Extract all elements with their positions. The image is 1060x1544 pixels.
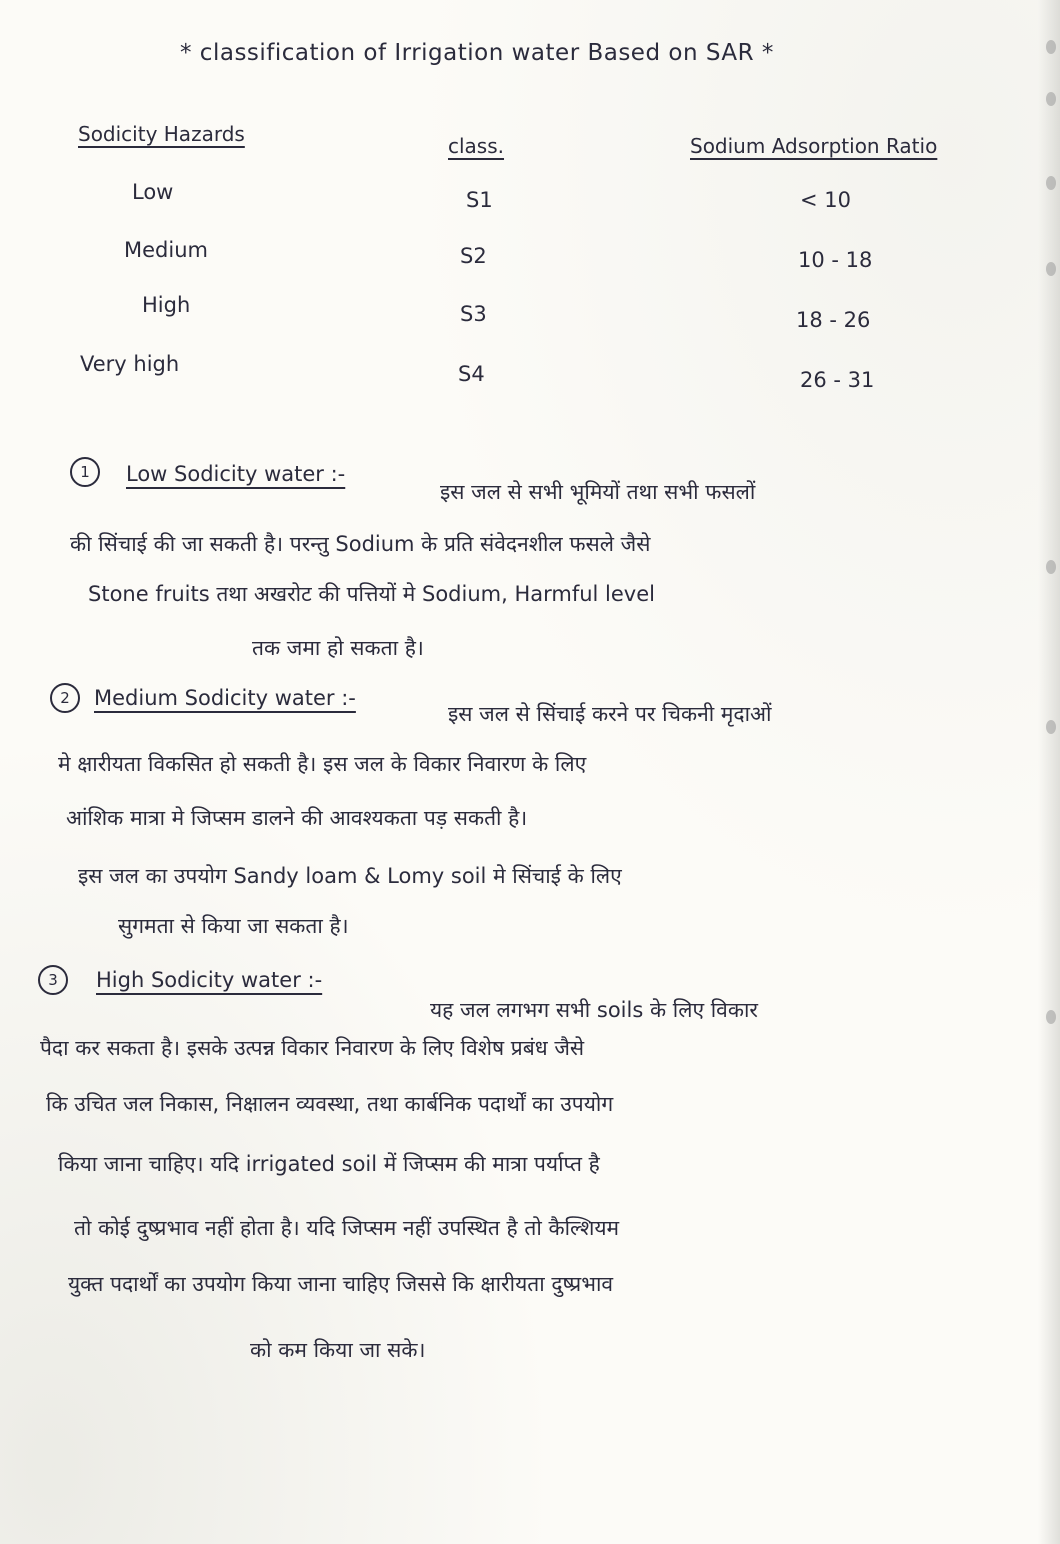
page-edge <box>1038 0 1060 1544</box>
section-heading: High Sodicity water :- <box>96 968 323 992</box>
spiral-hole <box>1046 92 1056 106</box>
spiral-hole <box>1046 1010 1056 1024</box>
row-hazard: Low <box>132 180 174 204</box>
row-class: S4 <box>458 362 485 386</box>
row-class: S2 <box>460 244 487 268</box>
spiral-hole <box>1046 720 1056 734</box>
section-heading: Medium Sodicity water :- <box>94 686 356 710</box>
section-line: युक्त पदार्थों का उपयोग किया जाना चाहिए जिससे कि क्षारीयता दुष्प्रभाव <box>68 1272 614 1296</box>
section-line: की सिंचाई की जा सकती है। परन्तु Sodium के प्रति संवेदनशील फसले जैसे <box>70 532 651 556</box>
section-number: 1 <box>70 457 100 487</box>
section-number: 3 <box>38 965 68 995</box>
section-line: इस जल से सिंचाई करने पर चिकनी मृदाओं <box>448 702 772 726</box>
section-line: Stone fruits तथा अखरोट की पत्तियों मे Sodium, Harmful level <box>88 582 655 606</box>
section-heading: Low Sodicity water :- <box>126 462 346 486</box>
header-sar: Sodium Adsorption Ratio <box>690 134 938 158</box>
row-class: S1 <box>466 188 493 212</box>
section-line: किया जाना चाहिए। यदि irrigated soil में जिप्सम की मात्रा पर्याप्त है <box>58 1152 600 1176</box>
row-sar: 18 - 26 <box>796 308 871 332</box>
row-sar: < 10 <box>800 188 851 212</box>
row-hazard: Medium <box>124 238 208 262</box>
spiral-hole <box>1046 176 1056 190</box>
header-class: class. <box>448 134 505 158</box>
section-line: इस जल से सभी भूमियों तथा सभी फसलों <box>440 480 756 504</box>
header-sodicity-hazards: Sodicity Hazards <box>78 122 245 146</box>
row-sar: 26 - 31 <box>800 368 875 392</box>
section-line: तक जमा हो सकता है। <box>252 636 424 660</box>
row-hazard: High <box>142 293 191 317</box>
spiral-hole <box>1046 262 1056 276</box>
section-line: कि उचित जल निकास, निक्षालन व्यवस्था, तथा कार्बनिक पदार्थों का उपयोग <box>46 1092 614 1116</box>
spiral-hole <box>1046 560 1056 574</box>
section-line: सुगमता से किया जा सकता है। <box>118 914 349 938</box>
row-hazard: Very high <box>80 352 180 376</box>
section-line: पैदा कर सकता है। इसके उत्पन्न विकार निवारण के लिए विशेष प्रबंध जैसे <box>40 1036 585 1060</box>
section-line: तो कोई दुष्प्रभाव नहीं होता है। यदि जिप्सम नहीं उपस्थित है तो कैल्शियम <box>74 1216 620 1240</box>
section-number: 2 <box>50 683 80 713</box>
row-sar: 10 - 18 <box>798 248 873 272</box>
page-title: * classification of Irrigation water Based on SAR * <box>180 40 774 66</box>
section-line: इस जल का उपयोग Sandy loam & Lomy soil मे सिंचाई के लिए <box>78 864 622 888</box>
row-class: S3 <box>460 302 487 326</box>
section-line: आंशिक मात्रा मे जिप्सम डालने की आवश्यकता पड़ सकती है। <box>66 806 528 830</box>
section-line: यह जल लगभग सभी soils के लिए विकार <box>430 998 759 1022</box>
spiral-hole <box>1046 40 1056 54</box>
section-line: को कम किया जा सके। <box>250 1338 426 1362</box>
section-line: मे क्षारीयता विकसित हो सकती है। इस जल के विकार निवारण के लिए <box>58 752 587 776</box>
